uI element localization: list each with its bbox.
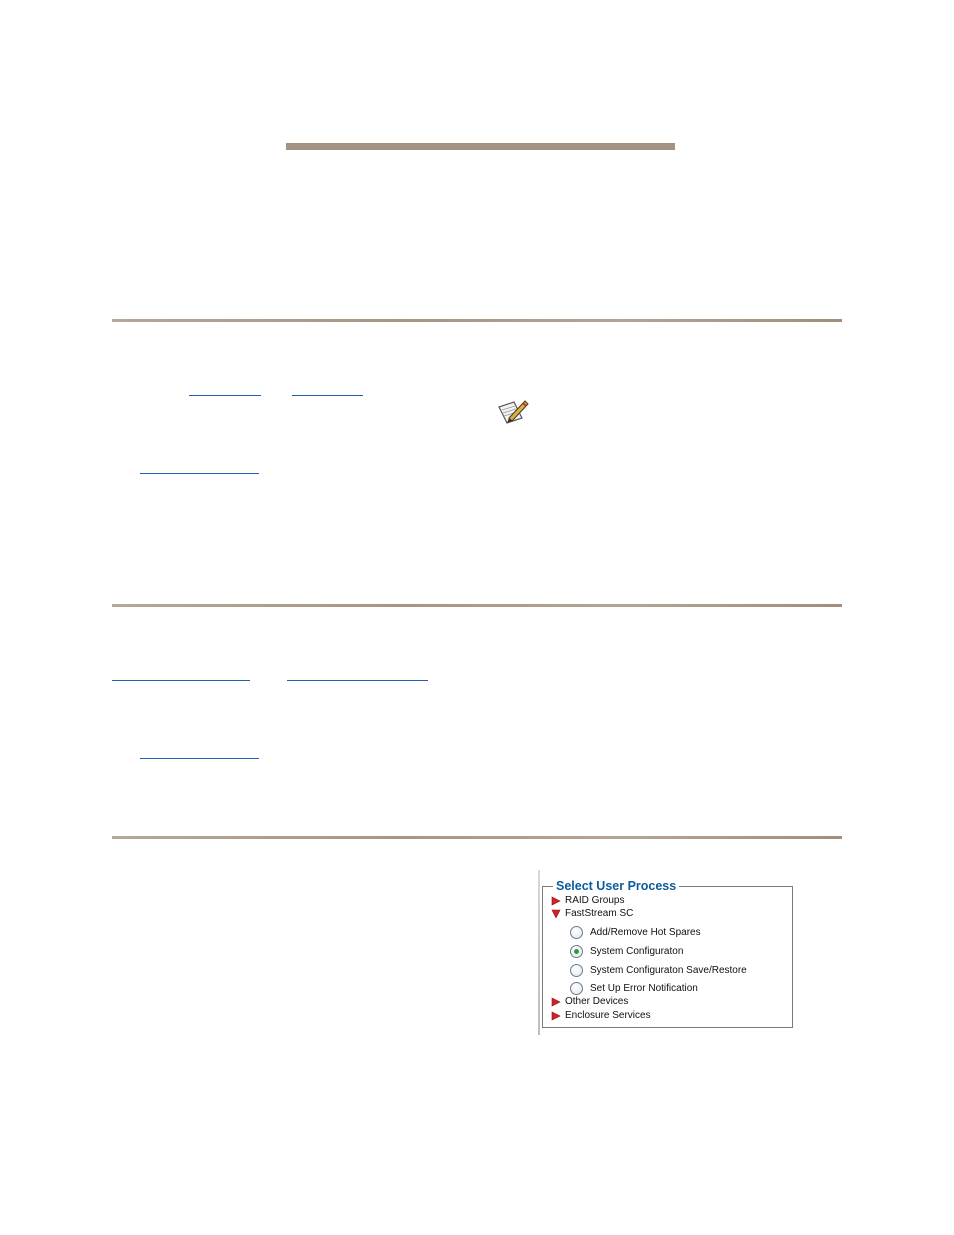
cross-reference-link-4[interactable] bbox=[112, 680, 250, 681]
cross-reference-link-6[interactable] bbox=[140, 758, 259, 759]
chapter-title-bar bbox=[286, 143, 675, 150]
cross-reference-link-5[interactable] bbox=[287, 680, 428, 681]
cross-reference-link-2[interactable] bbox=[292, 395, 363, 396]
tree-item-label: FastStream SC bbox=[565, 908, 634, 919]
tree-item-faststream-sc[interactable] bbox=[551, 907, 633, 921]
triangle-down-icon bbox=[551, 909, 561, 919]
triangle-right-icon bbox=[551, 997, 561, 1007]
cross-reference-link-1[interactable] bbox=[189, 395, 261, 396]
section-divider-3 bbox=[112, 836, 842, 839]
radio-button[interactable] bbox=[570, 964, 583, 977]
option-set-up-error-notification[interactable] bbox=[570, 980, 698, 996]
cross-reference-link-3[interactable] bbox=[140, 473, 259, 474]
section-divider-1 bbox=[112, 319, 842, 322]
select-user-process-panel bbox=[538, 870, 794, 1035]
option-system-configuration[interactable] bbox=[570, 943, 683, 959]
tree-item-label: Enclosure Services bbox=[565, 1010, 651, 1021]
triangle-right-icon bbox=[551, 1011, 561, 1021]
section-divider-2 bbox=[112, 604, 842, 607]
option-label: System Configuraton bbox=[590, 945, 684, 957]
panel-legend: Select User Process bbox=[553, 879, 679, 894]
triangle-right-icon bbox=[551, 896, 561, 906]
option-label: Add/Remove Hot Spares bbox=[590, 926, 701, 938]
radio-button[interactable] bbox=[570, 982, 583, 995]
option-add-remove-hot-spares[interactable] bbox=[570, 924, 701, 940]
option-system-configuration-save-restore[interactable] bbox=[570, 962, 747, 978]
tree-item-other-devices[interactable] bbox=[551, 995, 628, 1009]
tree-item-raid-groups[interactable] bbox=[551, 894, 624, 908]
panel-edge bbox=[538, 870, 540, 1035]
radio-button[interactable] bbox=[570, 926, 583, 939]
tree-item-label: Other Devices bbox=[565, 996, 629, 1007]
note-pencil-icon bbox=[496, 398, 530, 426]
option-label: Set Up Error Notification bbox=[590, 982, 698, 994]
tree-item-label: RAID Groups bbox=[565, 895, 625, 906]
tree-item-enclosure-services[interactable] bbox=[551, 1009, 651, 1023]
option-label: System Configuraton Save/Restore bbox=[590, 964, 747, 976]
radio-button-selected[interactable] bbox=[570, 945, 583, 958]
